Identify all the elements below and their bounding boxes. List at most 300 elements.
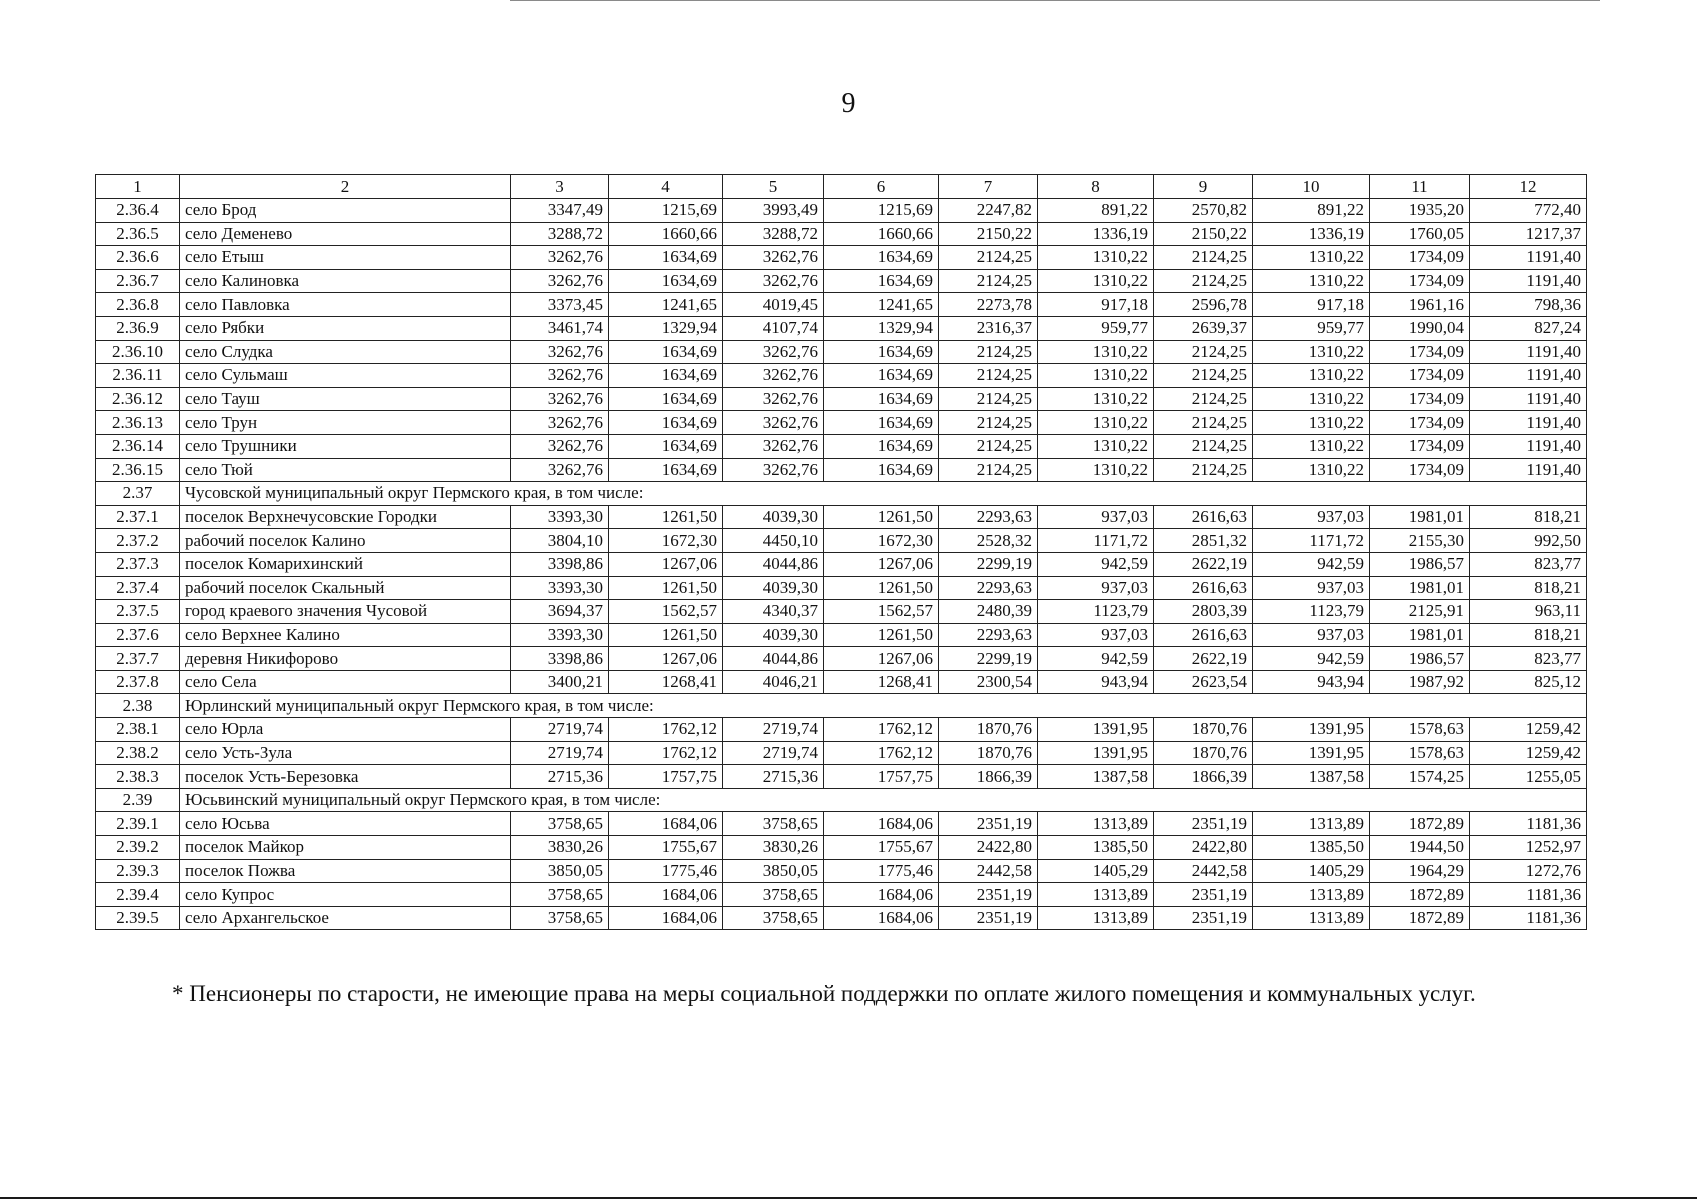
value-cell: 2293,63 — [939, 576, 1038, 600]
value-cell: 1870,76 — [939, 718, 1038, 742]
value-cell: 2124,25 — [1154, 458, 1253, 482]
value-cell: 1171,72 — [1038, 529, 1154, 553]
table-row — [96, 529, 1587, 553]
value-cell: 2719,74 — [511, 718, 609, 742]
settlement-name: село Тюй — [180, 458, 511, 482]
value-cell: 3262,76 — [723, 340, 824, 364]
table-body — [96, 175, 1587, 930]
value-cell: 1634,69 — [824, 434, 939, 458]
value-cell: 4450,10 — [723, 529, 824, 553]
value-cell: 1734,09 — [1370, 340, 1470, 364]
row-number: 2.37.3 — [96, 552, 180, 576]
value-cell: 1191,40 — [1470, 387, 1587, 411]
settlement-name: село Тауш — [180, 387, 511, 411]
value-cell: 4340,37 — [723, 600, 824, 624]
value-cell: 772,40 — [1470, 199, 1587, 223]
value-cell: 1935,20 — [1370, 199, 1470, 223]
value-cell: 2422,80 — [939, 836, 1038, 860]
value-cell: 2570,82 — [1154, 199, 1253, 223]
value-cell: 1310,22 — [1038, 340, 1154, 364]
value-cell: 1660,66 — [609, 222, 723, 246]
value-cell: 3758,65 — [723, 906, 824, 930]
value-cell: 1171,72 — [1253, 529, 1370, 553]
settlement-name: село Рябки — [180, 316, 511, 340]
value-cell: 1310,22 — [1253, 458, 1370, 482]
settlement-name: село Верхнее Калино — [180, 623, 511, 647]
row-number: 2.38.1 — [96, 718, 180, 742]
value-cell: 4107,74 — [723, 316, 824, 340]
settlement-name: село Юрла — [180, 718, 511, 742]
value-cell: 1672,30 — [824, 529, 939, 553]
value-cell: 1191,40 — [1470, 364, 1587, 388]
value-cell: 2442,58 — [939, 859, 1038, 883]
settlement-name: село Деменево — [180, 222, 511, 246]
table-row — [96, 458, 1587, 482]
row-number: 2.36.13 — [96, 411, 180, 435]
value-cell: 1267,06 — [824, 552, 939, 576]
value-cell: 959,77 — [1253, 316, 1370, 340]
column-header: 10 — [1253, 175, 1370, 199]
value-cell: 3830,26 — [723, 836, 824, 860]
table-row — [96, 670, 1587, 694]
value-cell: 1191,40 — [1470, 269, 1587, 293]
table-row — [96, 199, 1587, 223]
value-cell: 1734,09 — [1370, 434, 1470, 458]
value-cell: 3262,76 — [723, 246, 824, 270]
settlement-name: село Купрос — [180, 883, 511, 907]
settlement-name: село Трушники — [180, 434, 511, 458]
value-cell: 1762,12 — [609, 741, 723, 765]
section-row — [96, 694, 1587, 718]
value-cell: 1634,69 — [609, 340, 723, 364]
value-cell: 1310,22 — [1253, 340, 1370, 364]
row-number: 2.37.2 — [96, 529, 180, 553]
value-cell: 2616,63 — [1154, 623, 1253, 647]
settlement-name: поселок Усть-Березовка — [180, 765, 511, 789]
value-cell: 2623,54 — [1154, 670, 1253, 694]
value-cell: 2124,25 — [939, 269, 1038, 293]
value-cell: 1762,12 — [824, 741, 939, 765]
value-cell: 1981,01 — [1370, 623, 1470, 647]
value-cell: 1405,29 — [1038, 859, 1154, 883]
value-cell: 2351,19 — [939, 906, 1038, 930]
value-cell: 1634,69 — [824, 387, 939, 411]
bottom-edge-line — [0, 1197, 1697, 1199]
value-cell: 1336,19 — [1038, 222, 1154, 246]
value-cell: 2351,19 — [939, 812, 1038, 836]
value-cell: 1684,06 — [609, 812, 723, 836]
value-cell: 1261,50 — [609, 623, 723, 647]
settlement-name: деревня Никифорово — [180, 647, 511, 671]
value-cell: 1775,46 — [824, 859, 939, 883]
settlement-name: город краевого значения Чусовой — [180, 600, 511, 624]
row-number: 2.37.7 — [96, 647, 180, 671]
value-cell: 1310,22 — [1253, 411, 1370, 435]
row-number: 2.39.5 — [96, 906, 180, 930]
value-cell: 1684,06 — [824, 883, 939, 907]
value-cell: 2293,63 — [939, 505, 1038, 529]
value-cell: 1734,09 — [1370, 458, 1470, 482]
value-cell: 3262,76 — [511, 340, 609, 364]
value-cell: 1574,25 — [1370, 765, 1470, 789]
row-number: 2.36.9 — [96, 316, 180, 340]
settlement-name: поселок Верхнечусовские Городки — [180, 505, 511, 529]
value-cell: 1762,12 — [824, 718, 939, 742]
value-cell: 2715,36 — [511, 765, 609, 789]
value-cell: 992,50 — [1470, 529, 1587, 553]
settlement-name: село Калиновка — [180, 269, 511, 293]
value-cell: 1961,16 — [1370, 293, 1470, 317]
value-cell: 1241,65 — [824, 293, 939, 317]
value-cell: 1267,06 — [824, 647, 939, 671]
value-cell: 3262,76 — [723, 411, 824, 435]
value-cell: 1405,29 — [1253, 859, 1370, 883]
value-cell: 1981,01 — [1370, 576, 1470, 600]
value-cell: 2639,37 — [1154, 316, 1253, 340]
row-number: 2.36.10 — [96, 340, 180, 364]
value-cell: 942,59 — [1253, 552, 1370, 576]
value-cell: 1310,22 — [1253, 364, 1370, 388]
value-cell: 2316,37 — [939, 316, 1038, 340]
value-cell: 1578,63 — [1370, 718, 1470, 742]
value-cell: 1391,95 — [1253, 741, 1370, 765]
value-cell: 2616,63 — [1154, 505, 1253, 529]
value-cell: 1191,40 — [1470, 340, 1587, 364]
value-cell: 1310,22 — [1038, 458, 1154, 482]
value-cell: 1872,89 — [1370, 812, 1470, 836]
value-cell: 1634,69 — [609, 434, 723, 458]
value-cell: 943,94 — [1038, 670, 1154, 694]
value-cell: 2719,74 — [723, 741, 824, 765]
value-cell: 1990,04 — [1370, 316, 1470, 340]
value-cell: 1634,69 — [609, 458, 723, 482]
table-row — [96, 269, 1587, 293]
value-cell: 1986,57 — [1370, 552, 1470, 576]
value-cell: 2124,25 — [939, 411, 1038, 435]
value-cell: 937,03 — [1038, 623, 1154, 647]
row-number: 2.39 — [96, 788, 180, 812]
value-cell: 3262,76 — [723, 387, 824, 411]
value-cell: 1755,67 — [609, 836, 723, 860]
row-number: 2.39.3 — [96, 859, 180, 883]
value-cell: 3262,76 — [723, 364, 824, 388]
value-cell: 2273,78 — [939, 293, 1038, 317]
value-cell: 1310,22 — [1253, 387, 1370, 411]
value-cell: 1267,06 — [609, 552, 723, 576]
value-cell: 1634,69 — [824, 246, 939, 270]
value-cell: 1310,22 — [1038, 387, 1154, 411]
value-cell: 2124,25 — [939, 458, 1038, 482]
value-cell: 1385,50 — [1253, 836, 1370, 860]
row-number: 2.36.6 — [96, 246, 180, 270]
table-row — [96, 387, 1587, 411]
value-cell: 1866,39 — [1154, 765, 1253, 789]
settlement-name: село Трун — [180, 411, 511, 435]
value-cell: 959,77 — [1038, 316, 1154, 340]
value-cell: 1267,06 — [609, 647, 723, 671]
value-cell: 1634,69 — [824, 411, 939, 435]
value-cell: 3993,49 — [723, 199, 824, 223]
value-cell: 4039,30 — [723, 576, 824, 600]
table-row — [96, 222, 1587, 246]
value-cell: 3262,76 — [511, 269, 609, 293]
value-cell: 1757,75 — [609, 765, 723, 789]
value-cell: 3262,76 — [511, 434, 609, 458]
value-cell: 823,77 — [1470, 647, 1587, 671]
value-cell: 1944,50 — [1370, 836, 1470, 860]
value-cell: 1123,79 — [1038, 600, 1154, 624]
value-cell: 3393,30 — [511, 505, 609, 529]
value-cell: 1336,19 — [1253, 222, 1370, 246]
value-cell: 1734,09 — [1370, 269, 1470, 293]
column-header: 2 — [180, 175, 511, 199]
value-cell: 3288,72 — [511, 222, 609, 246]
value-cell: 2299,19 — [939, 647, 1038, 671]
settlement-name: рабочий поселок Калино — [180, 529, 511, 553]
value-cell: 3262,76 — [511, 458, 609, 482]
settlement-name: село Слудка — [180, 340, 511, 364]
value-cell: 937,03 — [1038, 576, 1154, 600]
settlement-name: село Брод — [180, 199, 511, 223]
value-cell: 1981,01 — [1370, 505, 1470, 529]
value-cell: 1310,22 — [1038, 434, 1154, 458]
value-cell: 1387,58 — [1253, 765, 1370, 789]
table-row — [96, 364, 1587, 388]
value-cell: 4039,30 — [723, 623, 824, 647]
settlement-name: поселок Майкор — [180, 836, 511, 860]
value-cell: 942,59 — [1038, 552, 1154, 576]
value-cell: 1755,67 — [824, 836, 939, 860]
value-cell: 1241,65 — [609, 293, 723, 317]
value-cell: 1870,76 — [1154, 741, 1253, 765]
value-cell: 2480,39 — [939, 600, 1038, 624]
value-cell: 1255,05 — [1470, 765, 1587, 789]
value-cell: 1329,94 — [824, 316, 939, 340]
value-cell: 825,12 — [1470, 670, 1587, 694]
value-cell: 1191,40 — [1470, 411, 1587, 435]
value-cell: 2124,25 — [1154, 269, 1253, 293]
row-number: 2.37 — [96, 482, 180, 506]
value-cell: 3262,76 — [723, 269, 824, 293]
table-row — [96, 434, 1587, 458]
row-number: 2.37.5 — [96, 600, 180, 624]
value-cell: 3393,30 — [511, 623, 609, 647]
value-cell: 2351,19 — [1154, 812, 1253, 836]
value-cell: 2124,25 — [939, 434, 1038, 458]
value-cell: 2124,25 — [1154, 411, 1253, 435]
value-cell: 2124,25 — [1154, 340, 1253, 364]
column-header: 9 — [1154, 175, 1253, 199]
value-cell: 937,03 — [1253, 623, 1370, 647]
column-header: 7 — [939, 175, 1038, 199]
value-cell: 917,18 — [1038, 293, 1154, 317]
value-cell: 3262,76 — [511, 387, 609, 411]
table-row — [96, 812, 1587, 836]
page-number: 9 — [841, 88, 856, 119]
value-cell: 827,24 — [1470, 316, 1587, 340]
value-cell: 3347,49 — [511, 199, 609, 223]
value-cell: 1268,41 — [824, 670, 939, 694]
value-cell: 3262,76 — [511, 411, 609, 435]
value-cell: 1310,22 — [1253, 269, 1370, 293]
value-cell: 2719,74 — [723, 718, 824, 742]
column-header: 4 — [609, 175, 723, 199]
section-row — [96, 788, 1587, 812]
value-cell: 1391,95 — [1038, 741, 1154, 765]
row-number: 2.36.14 — [96, 434, 180, 458]
value-cell: 2622,19 — [1154, 552, 1253, 576]
value-cell: 1734,09 — [1370, 364, 1470, 388]
value-cell: 1634,69 — [609, 269, 723, 293]
value-cell: 1866,39 — [939, 765, 1038, 789]
row-number: 2.38.3 — [96, 765, 180, 789]
value-cell: 1313,89 — [1038, 812, 1154, 836]
value-cell: 3262,76 — [723, 434, 824, 458]
value-cell: 2293,63 — [939, 623, 1038, 647]
value-cell: 942,59 — [1038, 647, 1154, 671]
value-cell: 2622,19 — [1154, 647, 1253, 671]
table-row — [96, 836, 1587, 860]
value-cell: 2715,36 — [723, 765, 824, 789]
table-row — [96, 293, 1587, 317]
value-cell: 1310,22 — [1038, 411, 1154, 435]
value-cell: 963,11 — [1470, 600, 1587, 624]
value-cell: 2124,25 — [1154, 364, 1253, 388]
value-cell: 1870,76 — [1154, 718, 1253, 742]
value-cell: 1261,50 — [824, 505, 939, 529]
column-header: 12 — [1470, 175, 1587, 199]
value-cell: 1272,76 — [1470, 859, 1587, 883]
row-number: 2.36.4 — [96, 199, 180, 223]
value-cell: 818,21 — [1470, 505, 1587, 529]
settlement-name: село Архангельское — [180, 906, 511, 930]
value-cell: 2124,25 — [1154, 434, 1253, 458]
table-row — [96, 883, 1587, 907]
value-cell: 1634,69 — [609, 387, 723, 411]
value-cell: 1734,09 — [1370, 246, 1470, 270]
value-cell: 2528,32 — [939, 529, 1038, 553]
value-cell: 1672,30 — [609, 529, 723, 553]
value-cell: 1313,89 — [1038, 883, 1154, 907]
table-row — [96, 906, 1587, 930]
value-cell: 1268,41 — [609, 670, 723, 694]
value-cell: 2247,82 — [939, 199, 1038, 223]
settlement-name: поселок Комарихинский — [180, 552, 511, 576]
value-cell: 1391,95 — [1253, 718, 1370, 742]
value-cell: 1634,69 — [609, 246, 723, 270]
value-cell: 3398,86 — [511, 552, 609, 576]
row-number: 2.36.11 — [96, 364, 180, 388]
table-row — [96, 411, 1587, 435]
value-cell: 3758,65 — [723, 883, 824, 907]
row-number: 2.37.4 — [96, 576, 180, 600]
value-cell: 1684,06 — [824, 906, 939, 930]
value-cell: 1734,09 — [1370, 411, 1470, 435]
value-cell: 2124,25 — [939, 246, 1038, 270]
table-row — [96, 552, 1587, 576]
value-cell: 4019,45 — [723, 293, 824, 317]
value-cell: 1310,22 — [1253, 434, 1370, 458]
value-cell: 4044,86 — [723, 647, 824, 671]
column-header: 5 — [723, 175, 824, 199]
value-cell: 2442,58 — [1154, 859, 1253, 883]
value-cell: 3262,76 — [511, 246, 609, 270]
value-cell: 2124,25 — [1154, 387, 1253, 411]
value-cell: 1684,06 — [609, 883, 723, 907]
row-number: 2.38 — [96, 694, 180, 718]
value-cell: 4046,21 — [723, 670, 824, 694]
value-cell: 2351,19 — [1154, 883, 1253, 907]
value-cell: 4044,86 — [723, 552, 824, 576]
top-edge-line — [510, 0, 1600, 1]
value-cell: 891,22 — [1253, 199, 1370, 223]
value-cell: 1329,94 — [609, 316, 723, 340]
value-cell: 4039,30 — [723, 505, 824, 529]
value-cell: 1391,95 — [1038, 718, 1154, 742]
row-number: 2.36.5 — [96, 222, 180, 246]
column-header: 8 — [1038, 175, 1154, 199]
value-cell: 1634,69 — [609, 411, 723, 435]
value-cell: 3288,72 — [723, 222, 824, 246]
value-cell: 2300,54 — [939, 670, 1038, 694]
value-cell: 1313,89 — [1253, 906, 1370, 930]
row-number: 2.38.2 — [96, 741, 180, 765]
value-cell: 942,59 — [1253, 647, 1370, 671]
value-cell: 1191,40 — [1470, 434, 1587, 458]
section-row — [96, 482, 1587, 506]
value-cell: 2422,80 — [1154, 836, 1253, 860]
value-cell: 3393,30 — [511, 576, 609, 600]
value-cell: 2616,63 — [1154, 576, 1253, 600]
row-number: 2.36.15 — [96, 458, 180, 482]
table-row — [96, 576, 1587, 600]
value-cell: 3461,74 — [511, 316, 609, 340]
settlement-name: село Павловка — [180, 293, 511, 317]
table-row — [96, 718, 1587, 742]
column-header: 11 — [1370, 175, 1470, 199]
settlement-name: село Усть-Зула — [180, 741, 511, 765]
value-cell: 2596,78 — [1154, 293, 1253, 317]
value-cell: 1964,29 — [1370, 859, 1470, 883]
value-cell: 3758,65 — [511, 812, 609, 836]
value-cell: 1259,42 — [1470, 741, 1587, 765]
value-cell: 1259,42 — [1470, 718, 1587, 742]
value-cell: 3850,05 — [511, 859, 609, 883]
value-cell: 943,94 — [1253, 670, 1370, 694]
value-cell: 3758,65 — [511, 906, 609, 930]
value-cell: 1986,57 — [1370, 647, 1470, 671]
value-cell: 2124,25 — [939, 340, 1038, 364]
value-cell: 2299,19 — [939, 552, 1038, 576]
value-cell: 1775,46 — [609, 859, 723, 883]
table-row — [96, 765, 1587, 789]
value-cell: 3262,76 — [511, 364, 609, 388]
row-number: 2.39.4 — [96, 883, 180, 907]
value-cell: 823,77 — [1470, 552, 1587, 576]
value-cell: 1191,40 — [1470, 458, 1587, 482]
value-cell: 1634,69 — [824, 364, 939, 388]
value-cell: 1261,50 — [609, 576, 723, 600]
value-cell: 818,21 — [1470, 576, 1587, 600]
value-cell: 1123,79 — [1253, 600, 1370, 624]
settlement-name: село Етыш — [180, 246, 511, 270]
value-cell: 3830,26 — [511, 836, 609, 860]
value-cell: 3850,05 — [723, 859, 824, 883]
value-cell: 1660,66 — [824, 222, 939, 246]
value-cell: 1762,12 — [609, 718, 723, 742]
value-cell: 3373,45 — [511, 293, 609, 317]
value-cell: 1313,89 — [1253, 812, 1370, 836]
